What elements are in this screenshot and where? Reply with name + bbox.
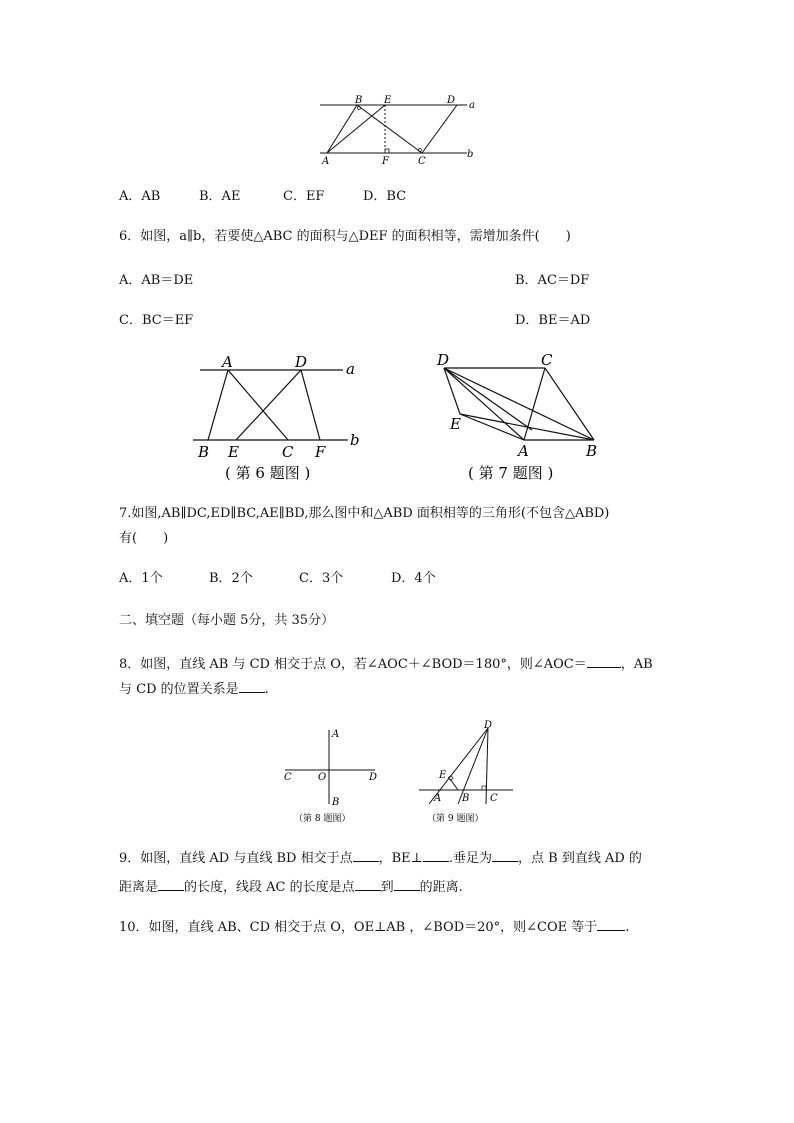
q5-option-a[interactable]: A．AB	[119, 189, 161, 204]
figure-8	[280, 722, 390, 830]
q9-line1-text-c: .垂足为	[448, 851, 493, 866]
q9-line2-text-c: 到	[380, 880, 394, 895]
q9-line2-text-b: 的长度，线段 AC 的长度是点	[184, 880, 355, 895]
q8-line2-text-b: .	[264, 682, 269, 697]
label-C: C	[490, 793, 498, 804]
q6-option-c[interactable]: C．BC＝EF	[119, 313, 194, 328]
label-b: b	[350, 431, 360, 449]
q9-line1-text-d: ，点 B 到直线 AD 的	[518, 851, 642, 866]
q8-blank-2[interactable]	[239, 678, 265, 693]
segment-BC	[357, 105, 422, 153]
label-C: C	[284, 772, 292, 783]
label-B: B	[462, 793, 470, 804]
label-A: A	[518, 442, 529, 460]
label-C: C	[418, 156, 426, 167]
q7-option-a[interactable]: A．1个	[119, 571, 163, 586]
label-a: a	[469, 100, 475, 111]
segment-AB	[327, 105, 357, 153]
label-E: E	[228, 443, 239, 461]
q7-stem-line1: 7.如图,AB∥DC,ED∥BC,AE∥BD,那么图中和△ABD 面积相等的三角形(不包含△ABD)	[119, 506, 610, 521]
q8-line1-text-b: ，AB	[620, 657, 653, 672]
q9-blank-4[interactable]	[158, 876, 184, 891]
q9-blank-3[interactable]	[492, 847, 518, 862]
q6-option-b[interactable]: B．AC＝DF	[515, 273, 590, 288]
q6-option-a[interactable]: A．AB＝DE	[119, 273, 194, 288]
label-A: A	[222, 353, 233, 371]
q7-option-d[interactable]: D．4个	[391, 571, 436, 586]
segment-DC	[422, 105, 457, 153]
label-E: E	[439, 770, 447, 781]
q5-options	[119, 188, 406, 206]
q10-line	[119, 916, 629, 937]
q9-blank-5[interactable]	[355, 876, 381, 891]
q8-line1	[119, 653, 653, 674]
segment-DC	[486, 728, 488, 804]
q9-line2-text-a: 距离是	[119, 880, 159, 895]
q5-option-b[interactable]: B．AE	[199, 189, 241, 204]
q7-option-b[interactable]: B．2个	[209, 571, 253, 586]
label-B: B	[198, 443, 210, 461]
q7-stem-line2: 有( )	[119, 531, 169, 546]
segment-DB	[444, 368, 594, 440]
q9-blank-1[interactable]	[353, 847, 379, 862]
label-F: F	[315, 443, 326, 461]
segment-DE	[236, 370, 301, 440]
q8-line1-text-a: 8．如图，直线 AB 与 CD 相交于点 O，若∠AOC＋∠BOD＝180°，则∠AOC＝	[119, 657, 587, 672]
q5-figure	[312, 90, 482, 172]
q9-line2	[119, 876, 463, 897]
label-F: F	[382, 156, 389, 167]
q8-blank-1[interactable]	[587, 653, 621, 668]
figure-9-caption: （第 9 题图）	[427, 814, 484, 824]
label-D: D	[447, 95, 456, 106]
label-A: A	[332, 729, 340, 740]
right-angle-mark-C	[482, 786, 486, 790]
label-D: D	[484, 720, 493, 731]
label-E: E	[384, 95, 392, 106]
q8-line2	[119, 678, 269, 699]
label-A: A	[322, 156, 330, 167]
right-angle-mark-F	[385, 149, 389, 153]
segment-CB	[545, 368, 594, 440]
label-b: b	[467, 149, 474, 160]
segment-AB	[208, 370, 228, 440]
q7-option-c[interactable]: C．3个	[299, 571, 344, 586]
q6-option-d[interactable]: D．BE＝AD	[515, 313, 591, 328]
q9-line1	[119, 847, 642, 868]
q10-blank-1[interactable]	[597, 916, 625, 931]
section-2-title: 二、填空题（每小题 5分，共 35分）	[119, 613, 335, 628]
label-D: D	[437, 351, 450, 369]
q5-option-d[interactable]: D．BC	[363, 189, 407, 204]
figure-8-caption: （第 8 题图）	[294, 814, 351, 824]
q10-text-a: 10．如图，直线 AB、CD 相交于点 O，OE⊥AB ，∠BOD＝20°，则∠COE 等于	[119, 920, 598, 935]
segment-AC	[228, 370, 288, 440]
q9-line1-text-a: 9．如图，直线 AD 与直线 BD 相交于点	[119, 851, 353, 866]
q9-line2-text-d: 的距离.	[419, 880, 463, 895]
segment-CA	[524, 368, 545, 440]
label-a: a	[346, 360, 355, 378]
label-B: B	[586, 442, 598, 460]
q10-text-b: .	[625, 920, 630, 935]
label-B: B	[355, 95, 363, 106]
label-C: C	[282, 443, 294, 461]
q5-option-c[interactable]: C．EF	[283, 189, 325, 204]
q9-line1-text-b: ，BE⊥	[378, 851, 423, 866]
segment-BE	[450, 779, 458, 790]
q9-blank-6[interactable]	[394, 876, 420, 891]
label-E: E	[450, 415, 461, 433]
q8-line2-text-a: 与 CD 的位置关系是	[119, 682, 239, 697]
figure-7	[432, 350, 607, 485]
figure-6	[188, 350, 378, 485]
label-D: D	[369, 772, 378, 783]
segment-DF	[301, 370, 320, 440]
label-D: D	[295, 353, 308, 371]
q9-blank-2[interactable]	[423, 847, 449, 862]
figure-7-caption: ( 第 7 题图 )	[468, 464, 554, 482]
segment-AE	[327, 105, 385, 153]
q6-stem: 6．如图，a∥b，若要使△ABC 的面积与△DEF 的面积相等，需增加条件( )	[119, 229, 571, 244]
figure-6-caption: ( 第 6 题图 )	[225, 464, 311, 482]
label-B: B	[332, 797, 340, 808]
label-O: O	[318, 772, 327, 783]
q7-options	[119, 570, 436, 588]
label-A: A	[434, 793, 442, 804]
label-C: C	[541, 351, 553, 369]
figure-9	[415, 718, 520, 830]
